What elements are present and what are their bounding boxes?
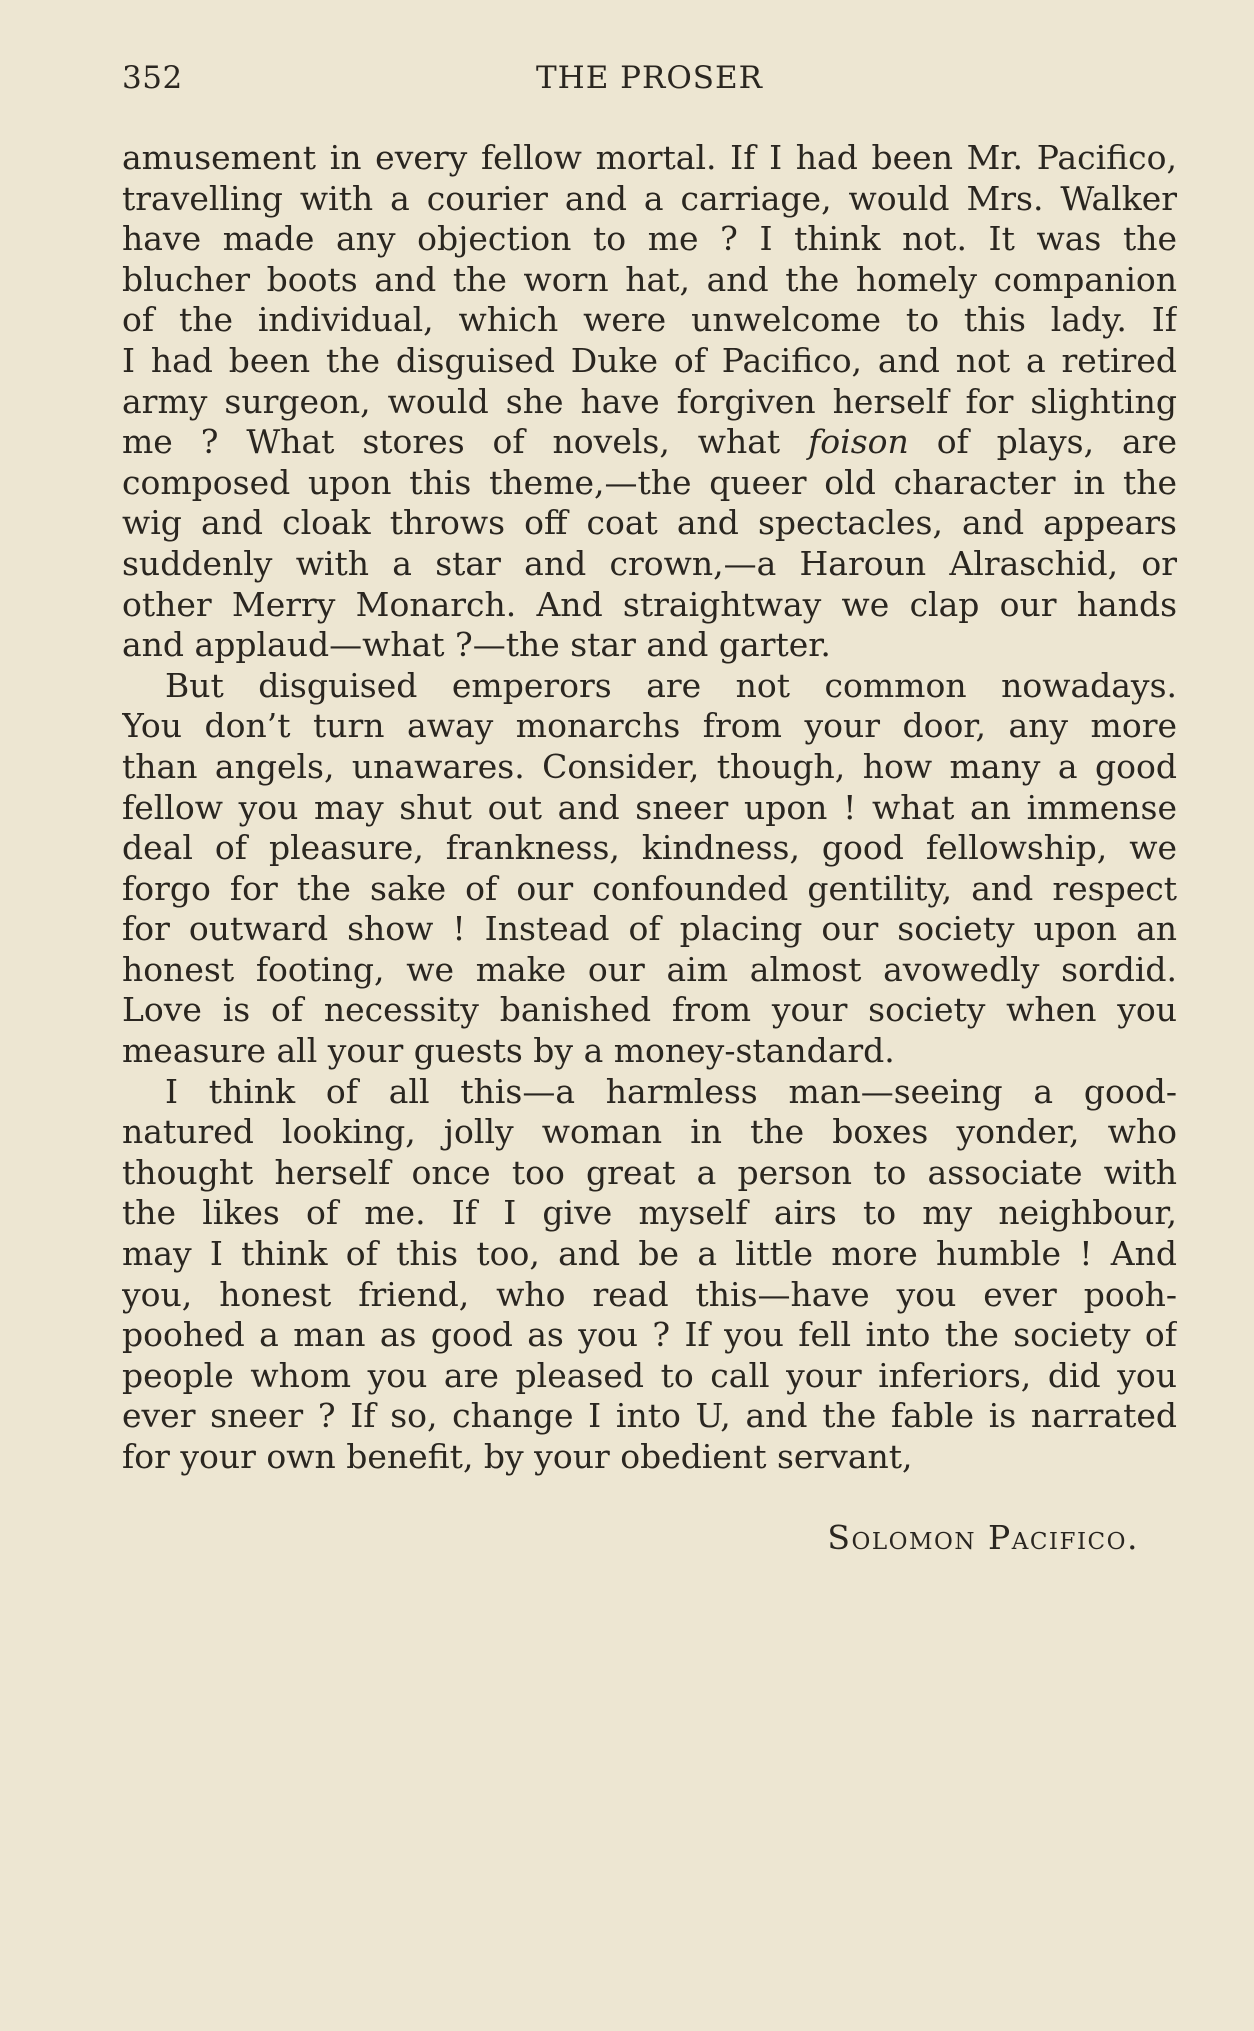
text-line: wig and cloak throws off coat and spectacles, and appears	[122, 503, 1177, 543]
italic-word: foison	[808, 422, 909, 462]
text-line: than angels, unawares. Consider, though, how many a good	[122, 746, 1177, 786]
text-line: fellow you may shut out and sneer upon ! what an immense	[122, 787, 1177, 827]
body-text	[122, 138, 1177, 1478]
text-line: you, honest friend, who read this—have you ever pooh-	[122, 1274, 1177, 1314]
text-line: other Merry Monarch. And straightway we clap our hands	[122, 584, 1177, 624]
text-line: I had been the disguised Duke of Pacifico, and not a retired	[122, 340, 1177, 380]
text-line: for your own benefit, by your obedient servant,	[122, 1437, 913, 1476]
text-segment: me ? What stores of novels, what	[122, 422, 809, 462]
text-line: You don’t turn away monarchs from your door, any more	[122, 706, 1177, 746]
text-line	[122, 422, 1177, 463]
text-line: natured looking, jolly woman in the boxes yonder, who	[122, 1112, 1177, 1152]
running-title: THE PROSER	[535, 60, 763, 96]
text-line: people whom you are pleased to call your inferiors, did you	[122, 1355, 1177, 1395]
text-line: measure all your guests by a money-standard.	[122, 1031, 895, 1071]
text-line: for outward show ! Instead of placing our society upon an	[122, 909, 1177, 949]
text-line: thought herself once too great a person to associate with	[122, 1152, 1177, 1192]
text-line: have made any objection to me ? I think not. It was the	[122, 219, 1177, 259]
text-line: poohed a man as good as you ? If you fell into the society of	[122, 1315, 1177, 1355]
text-line: forgo for the sake of our confounded gentility, and respect	[122, 868, 1177, 908]
text-line: and applaud—what ?—the star and garter.	[122, 625, 831, 665]
text-line: composed upon this theme,—the queer old character in the	[122, 462, 1177, 502]
text-line: ever sneer ? If so, change I into U, and the fable is narrated	[122, 1396, 1177, 1436]
text-line: of the individual, which were unwelcome to this lady. If	[122, 300, 1177, 340]
text-segment: of plays, are	[908, 422, 1177, 462]
page-number: 352	[122, 60, 183, 96]
text-line: Love is of necessity banished from your society when you	[122, 990, 1177, 1030]
text-line: the likes of me. If I give myself airs to my neighbour,	[122, 1193, 1177, 1233]
text-line: may I think of this too, and be a little more humble ! And	[122, 1234, 1177, 1274]
text-line: But disguised emperors are not common nowadays.	[165, 665, 1177, 705]
text-line: travelling with a courier and a carriage, would Mrs. Walker	[122, 178, 1177, 218]
text-line: amusement in every fellow mortal. If I had been Mr. Pacifico,	[122, 138, 1177, 177]
text-line: honest footing, we make our aim almost avowedly sordid.	[122, 949, 1177, 989]
text-line: blucher boots and the worn hat, and the homely companion	[122, 259, 1177, 299]
text-line: suddenly with a star and crown,—a Haroun Alraschid, or	[122, 543, 1177, 583]
text-line: I think of all this—a harmless man—seeing a good-	[165, 1071, 1177, 1111]
page-header	[122, 60, 1177, 110]
text-line: deal of pleasure, frankness, kindness, good fellowship, we	[122, 828, 1177, 868]
text-line: army surgeon, would she have forgiven herself for slighting	[122, 381, 1177, 421]
signature: Solomon Pacifico.	[827, 1518, 1139, 1557]
